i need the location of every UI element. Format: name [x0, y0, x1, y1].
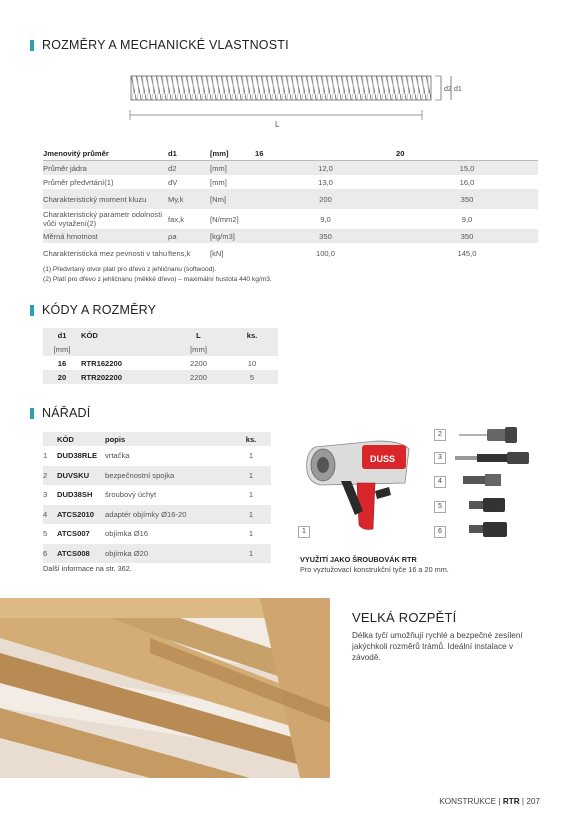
header-cell: ks.: [226, 328, 278, 342]
codes-table: [43, 328, 278, 384]
footer-section: KONSTRUKCE: [439, 797, 497, 806]
table-row: [43, 209, 538, 229]
prop-value-20: 15,0: [396, 161, 538, 176]
tool-desc: vrtačka: [105, 451, 130, 461]
prop-unit: [Nm]: [210, 189, 255, 209]
table-row: [43, 175, 538, 189]
accent-bar: [30, 40, 34, 51]
accessories-image: [455, 425, 535, 545]
section-title: NÁŘADÍ: [42, 406, 91, 420]
unit-cell: [226, 342, 278, 356]
header-cell: [mm]: [210, 146, 255, 161]
table-row: [43, 505, 271, 525]
tools-caption-title: VYUŽITÍ JAKO ŠROUBOVÁK RTR: [300, 555, 417, 564]
footer-separator: |: [521, 797, 527, 806]
table-header-row: [43, 146, 538, 161]
prop-value-16: 9,0: [320, 214, 331, 224]
qty-cell: 5: [226, 370, 278, 384]
safety-clutch-image: [459, 427, 517, 443]
prop-unit: [kN]: [210, 248, 224, 258]
prop-value-20: 16,0: [459, 177, 475, 187]
prop-value-16: 13,0: [318, 177, 333, 187]
info-title: VELKÁ ROZPĚTÍ: [352, 610, 457, 625]
header-cell: [43, 432, 57, 446]
prop-unit: [mm]: [210, 177, 227, 187]
prop-symbol: fax,k: [168, 214, 185, 224]
prop-symbol: dV: [168, 177, 178, 187]
tool-qty: 1: [248, 529, 254, 539]
section-title: KÓDY A ROZMĚRY: [42, 303, 157, 317]
units-row: [43, 342, 278, 356]
footnote-1: (1) Předvrtaný otvor platí pro dřevo z jehličnanu (softwood).: [43, 266, 217, 273]
tool-qty: 1: [248, 490, 254, 500]
table-header-row: [43, 432, 271, 446]
tool-code: ATCS007: [57, 529, 90, 539]
header-cell: L: [171, 328, 226, 342]
prop-name: Charakteristický moment kluzu: [43, 189, 168, 209]
table-row: [43, 544, 271, 564]
tool-label-6: 6: [434, 526, 446, 538]
table-row: [43, 524, 271, 544]
d2-label: d2: [444, 86, 452, 93]
length-label: L: [275, 120, 280, 129]
prop-value-16: 12,0: [255, 161, 396, 176]
socket-adapter-image: [463, 474, 501, 486]
tool-number: 4: [43, 505, 57, 525]
section-heading-dimensions: [30, 38, 289, 52]
header-cell: ks.: [231, 432, 271, 446]
tool-label-3: 3: [434, 452, 446, 464]
tool-desc: šroubový úchyt: [105, 490, 157, 500]
page-footer: [439, 797, 540, 806]
prop-name: Měrná hmotnost: [43, 229, 168, 243]
beam-photo: [0, 598, 330, 778]
tools-caption-text: Pro vyztužovací konstrukční tyče 16 a 20 mm.: [300, 565, 449, 574]
unit-cell: [81, 342, 171, 356]
tool-number: 3: [43, 490, 48, 500]
prop-value-16: 350: [255, 229, 396, 243]
properties-table: [43, 146, 538, 263]
prop-symbol: ρa: [168, 229, 210, 243]
header-cell: KÓD: [81, 328, 171, 342]
tool-number: 1: [43, 451, 48, 461]
section-heading-tools: [30, 406, 90, 420]
prop-value-20: 145,0: [457, 248, 477, 258]
prop-name: Průměr předvrtání(1): [43, 177, 114, 187]
tool-label-1: 1: [298, 526, 310, 538]
prop-name: Průměr jádra: [43, 161, 168, 176]
tool-label-2: 2: [434, 429, 446, 441]
drill-brand: DUSS: [370, 454, 396, 464]
tools-table: [43, 432, 271, 563]
table-row: [43, 356, 278, 370]
tool-label-4: 4: [434, 476, 446, 488]
rod-body: [131, 76, 431, 100]
table-row: [43, 485, 271, 505]
footer-separator: |: [498, 797, 503, 806]
table-row: [43, 370, 278, 384]
tool-desc: objímka Ø20: [105, 544, 231, 564]
drill-image: [297, 425, 427, 540]
prop-name: Charakteristický parametr odolnosti vůči vytažení(2): [43, 210, 163, 228]
tool-code: ATCS2010: [57, 505, 105, 525]
tool-code: DUVSKU: [57, 466, 105, 486]
tool-desc: bezpečnostní spojka: [105, 466, 231, 486]
tool-qty: 1: [231, 466, 271, 486]
info-text: Délka tyčí umožňují rychlé a bezpečné zesílení jakýchkoli rozměrů trámů. Ideální instalace v závodě.: [352, 631, 523, 663]
header-cell: d1: [168, 146, 210, 161]
table-row: [43, 466, 271, 486]
table-row: [43, 243, 538, 263]
prop-name: Charakteristická mez pevnosti v tahu: [43, 248, 168, 258]
d1-label: d1: [454, 86, 462, 93]
diameter-cell: 20: [43, 370, 81, 384]
prop-value-16: 100,0: [315, 248, 335, 258]
table-row: [43, 446, 271, 466]
tool-desc: objímka Ø16: [105, 529, 149, 539]
section-title: ROZMĚRY A MECHANICKÉ VLASTNOSTI: [42, 38, 289, 52]
prop-value-20: 9,0: [461, 214, 473, 224]
tool-code: DUD38SH: [57, 490, 93, 500]
prop-value-20: 350: [396, 229, 538, 243]
tool-label-5: 5: [434, 501, 446, 513]
unit-cell: [mm]: [43, 342, 81, 356]
tool-qty: 1: [231, 505, 271, 525]
prop-unit: [mm]: [210, 161, 255, 176]
header-cell: popis: [105, 432, 231, 446]
length-cell: 2200: [190, 358, 207, 368]
prop-value-16: 200: [255, 189, 396, 209]
tool-number: 5: [43, 529, 48, 539]
header-cell: d1: [43, 328, 81, 342]
header-cell: KÓD: [57, 432, 105, 446]
tool-desc: adaptér objímky Ø16-20: [105, 505, 231, 525]
prop-unit: [N/mm2]: [210, 214, 239, 224]
prop-symbol: My,k: [168, 189, 210, 209]
footer-page: 207: [526, 797, 540, 806]
code-cell: RTR202200: [81, 370, 171, 384]
tool-code: ATCS008: [57, 544, 105, 564]
footnote-2: (2) Platí pro dřevo z jehličnanu (měkké dřevo) – maximální hustota 440 kg/m3.: [43, 276, 272, 283]
code-cell: RTR162200: [81, 358, 122, 368]
footer-product: RTR: [502, 797, 520, 806]
threaded-rod-drawing: [125, 70, 475, 132]
header-cell: 16: [255, 146, 396, 161]
tool-qty: 1: [231, 544, 271, 564]
tool-number: 6: [43, 544, 57, 564]
prop-symbol: ftens,k: [168, 248, 191, 258]
header-cell: 20: [396, 146, 538, 161]
socket-16-image: [469, 498, 505, 512]
table-header-row: [43, 328, 278, 342]
section-heading-codes: [30, 303, 156, 317]
prop-value-20: 350: [396, 189, 538, 209]
tool-code: DUD38RLE: [57, 451, 98, 461]
unit-cell: [mm]: [171, 342, 226, 356]
socket-20-image: [469, 522, 507, 537]
accent-bar: [30, 305, 34, 316]
more-info-note: Další informace na str. 362.: [43, 564, 132, 573]
tool-qty: 1: [248, 451, 254, 461]
table-row: [43, 161, 538, 176]
table-row: [43, 229, 538, 243]
length-cell: 2200: [171, 370, 226, 384]
header-cell: Jmenovitý průměr: [43, 146, 168, 161]
tool-number: 2: [43, 466, 57, 486]
accent-bar: [30, 408, 34, 419]
qty-cell: 10: [247, 358, 257, 368]
prop-symbol: d2: [168, 161, 210, 176]
screw-holder-image: [455, 452, 529, 464]
table-row: [43, 189, 538, 209]
prop-unit: [kg/m3]: [210, 229, 255, 243]
diameter-cell: 16: [57, 358, 67, 368]
